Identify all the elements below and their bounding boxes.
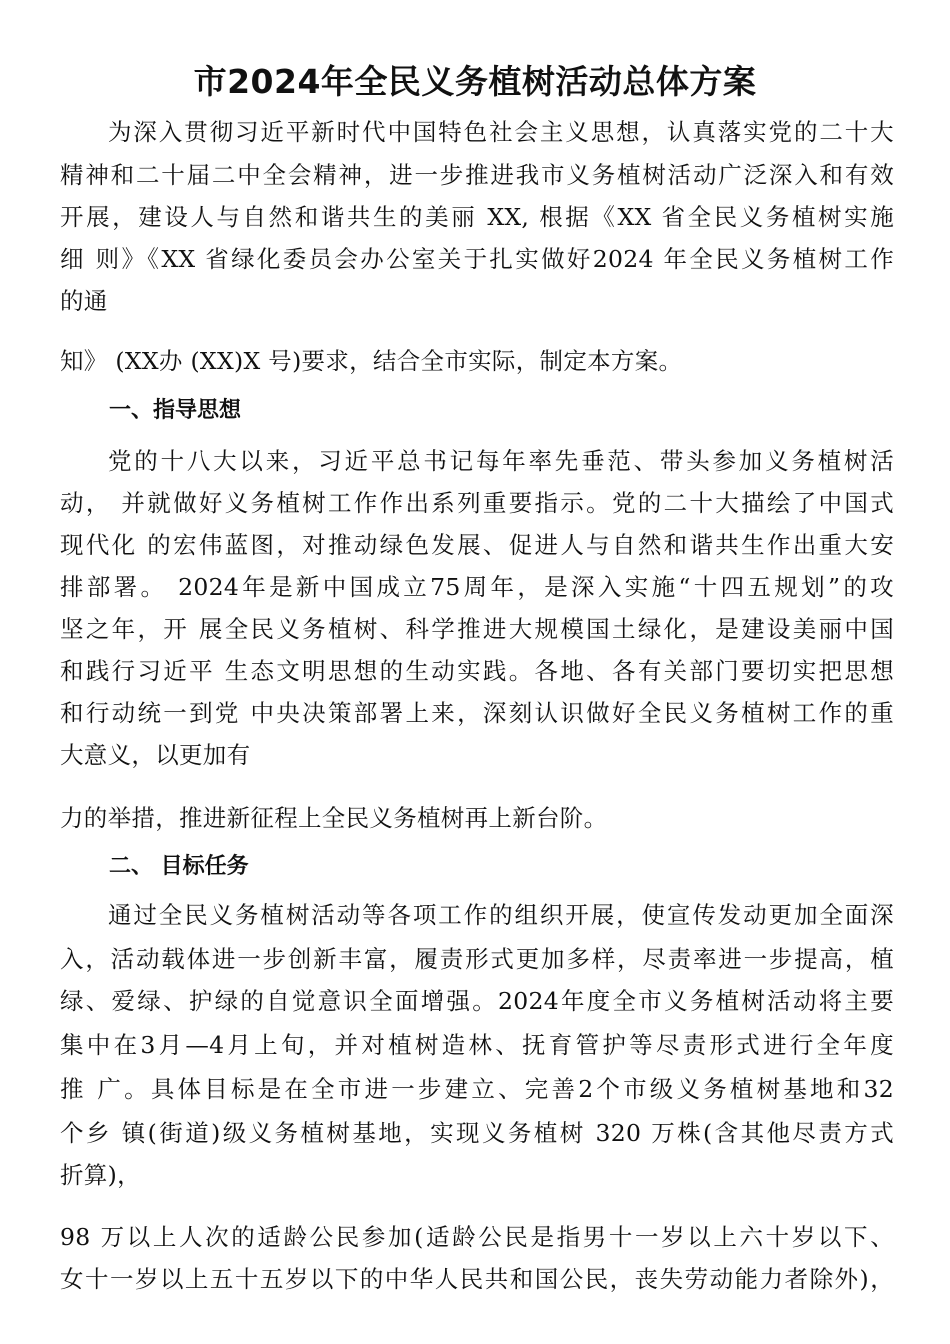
section2-line: 折算)，	[60, 1161, 141, 1189]
section-heading-guiding-ideology: 一、指导思想	[109, 398, 242, 423]
section2-line: 绿、爱绿、护绿的自觉意识全面增强。2024年度全市义务植树活动将主要	[60, 987, 894, 1015]
section1-line: 和行动统一到党 中央决策部署上来，深刻认识做好全民义务植树工作的重	[60, 699, 894, 727]
section1-line: 和践行习近平 生态文明思想的生动实践。各地、各有关部门要切实把思想	[60, 657, 894, 685]
section1-line: 大意义，以更加有	[60, 741, 251, 769]
intro-line: 的通	[60, 287, 108, 315]
document-title: 市2024年全民义务植树活动总体方案	[193, 62, 757, 101]
section2-line: 98 万以上人次的适龄公民参加(适龄公民是指男十一岁以上六十岁以下、	[60, 1223, 894, 1251]
section1-line: 坚之年，开 展全民义务植树、科学推进大规模国土绿化，是建设美丽中国	[60, 615, 894, 643]
section1-line: 党的十八大以来，习近平总书记每年率先垂范、带头参加义务植树活	[108, 447, 894, 475]
section2-line: 推 广。具体目标是在全市进一步建立、完善2个市级义务植树基地和32	[60, 1075, 894, 1103]
section-heading-targets: 二、 目标任务	[109, 854, 249, 879]
section2-line: 集中在3月—4月上旬，并对植树造林、抚育管护等尽责形式进行全年度	[60, 1031, 894, 1059]
section2-line: 个乡 镇(街道)级义务植树基地，实现义务植树 320 万株(含其他尽责方式	[60, 1119, 894, 1147]
section1-line: 现代化 的宏伟蓝图，对推动绿色发展、促进人与自然和谐共生作出重大安	[60, 531, 894, 559]
section2-line: 女十一岁以上五十五岁以下的中华人民共和国公民，丧失劳动能力者除外)，	[60, 1265, 894, 1293]
section1-line: 动， 并就做好义务植树工作作出系列重要指示。党的二十大描绘了中国式	[60, 489, 894, 517]
intro-line: 为深入贯彻习近平新时代中国特色社会主义思想，认真落实党的二十大	[108, 118, 894, 146]
section1-line: 力的举措，推进新征程上全民义务植树再上新台阶。	[60, 804, 608, 832]
section1-line: 排部署。 2024年是新中国成立75周年，是深入实施“十四五规划”的攻	[60, 573, 894, 601]
intro-line: 开展，建设人与自然和谐共生的美丽 XX, 根据《XX 省全民义务植树实施	[60, 203, 894, 231]
section2-line: 通过全民义务植树活动等各项工作的组织开展，使宣传发动更加全面深	[108, 901, 894, 929]
section2-line: 入，活动载体进一步创新丰富，履责形式更加多样，尽责率进一步提高，植	[60, 945, 894, 973]
intro-line: 细 则》《XX 省绿化委员会办公室关于扎实做好2024 年全民义务植树工作	[60, 245, 894, 273]
intro-line: 知》 (XX办 (XX)X 号)要求，结合全市实际，制定本方案。	[60, 347, 683, 375]
intro-line: 精神和二十届二中全会精神，进一步推进我市义务植树活动广泛深入和有效	[60, 161, 894, 189]
